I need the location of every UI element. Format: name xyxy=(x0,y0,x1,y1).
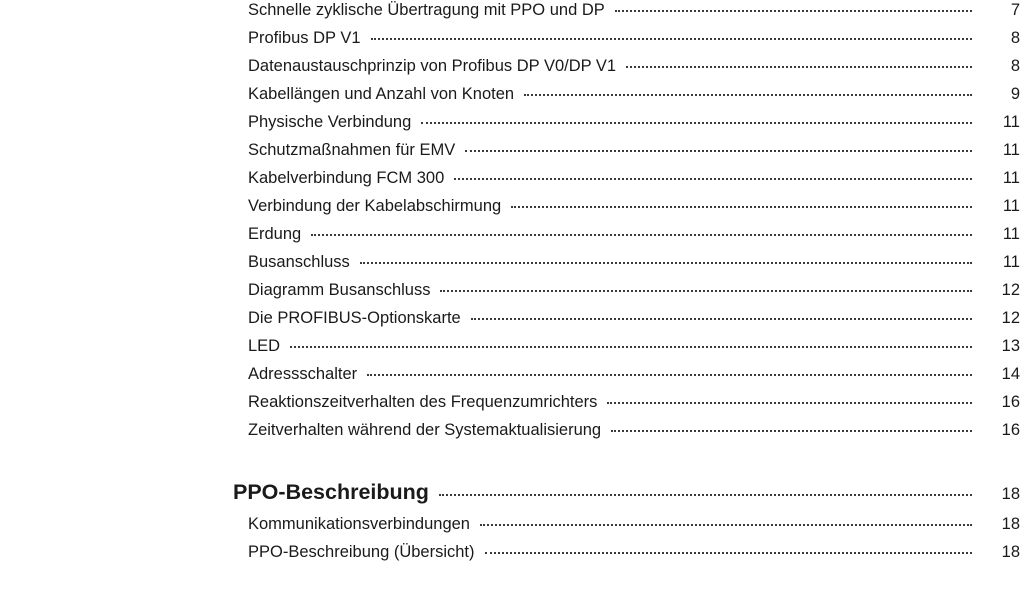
toc-entry xyxy=(248,309,1024,331)
toc-entry-title: Verbindung der Kabelabschirmung xyxy=(248,197,502,215)
toc-entry-title: Die PROFIBUS-Optionskarte xyxy=(248,309,461,327)
toc-section-title: PPO-Beschreibung xyxy=(233,480,429,504)
toc-entry-page: 18 xyxy=(1001,543,1020,561)
toc-entry-title: Schnelle zyklische Übertragung mit PPO und DP xyxy=(248,1,605,19)
toc-leader-dots xyxy=(524,94,972,96)
toc-entry xyxy=(248,393,1024,415)
toc-entry-page: 13 xyxy=(1001,337,1020,355)
toc-entry xyxy=(248,281,1024,303)
toc-entry-page: 14 xyxy=(1001,365,1020,383)
toc-entry-title: Physische Verbindung xyxy=(248,113,412,131)
toc-entry-title: Erdung xyxy=(248,225,302,243)
toc-entry xyxy=(248,225,1024,247)
toc-entry-title: Busanschluss xyxy=(248,253,350,271)
toc-leader-dots xyxy=(454,178,972,180)
toc-section-page: 18 xyxy=(1001,485,1020,503)
toc-entry xyxy=(248,365,1024,387)
toc-entry-page: 11 xyxy=(1002,253,1020,271)
toc-entry-title: Kabelverbindung FCM 300 xyxy=(248,169,445,187)
toc-entry xyxy=(248,141,1024,163)
toc-entry-page: 18 xyxy=(1001,515,1020,533)
toc-entry xyxy=(248,421,1024,443)
toc-entry xyxy=(248,169,1024,191)
toc-entry-title: Schutzmaßnahmen für EMV xyxy=(248,141,456,159)
toc-leader-dots xyxy=(371,38,972,40)
toc-leader-dots xyxy=(440,290,972,292)
toc-leader-dots xyxy=(607,402,972,404)
toc-leader-dots xyxy=(367,374,972,376)
toc-entry xyxy=(248,57,1024,79)
toc-entry xyxy=(248,1,1024,23)
toc-entry-page: 8 xyxy=(1010,29,1020,47)
toc-entry-page: 8 xyxy=(1010,57,1020,75)
toc-entry xyxy=(248,337,1024,359)
toc-entry-page: 11 xyxy=(1002,141,1020,159)
toc-entry-page: 16 xyxy=(1001,421,1020,439)
toc-leader-dots xyxy=(290,346,972,348)
toc-entry xyxy=(248,515,1024,537)
toc-entry xyxy=(248,113,1024,135)
toc-entry-title: Reaktionszeitverhalten des Frequenzumrichters xyxy=(248,393,598,411)
toc-entry-title: Adressschalter xyxy=(248,365,358,383)
toc-leader-dots xyxy=(485,552,972,554)
toc-leader-dots xyxy=(360,262,972,264)
toc-leader-dots xyxy=(465,150,972,152)
toc-leader-dots xyxy=(611,430,972,432)
toc-entry-title: Kommunikationsverbindungen xyxy=(248,515,470,533)
toc-entry-page: 11 xyxy=(1002,113,1020,131)
toc-entry xyxy=(248,253,1024,275)
toc-section-heading xyxy=(233,480,1024,510)
toc-leader-dots xyxy=(471,318,972,320)
toc-leader-dots xyxy=(439,494,972,496)
toc-entry-title: Zeitverhalten während der Systemaktualisierung xyxy=(248,421,602,439)
toc-leader-dots xyxy=(311,234,972,236)
toc-entry xyxy=(248,29,1024,51)
toc-entry xyxy=(248,197,1024,219)
toc-leader-dots xyxy=(511,206,972,208)
toc-entry-page: 7 xyxy=(1010,1,1020,19)
toc-leader-dots xyxy=(626,66,972,68)
toc-entry-title: Diagramm Busanschluss xyxy=(248,281,431,299)
toc-entry-page: 9 xyxy=(1010,85,1020,103)
toc-entry-page: 11 xyxy=(1002,225,1020,243)
toc-entry xyxy=(248,85,1024,107)
toc-leader-dots xyxy=(480,524,972,526)
toc-entry-title: PPO-Beschreibung (Übersicht) xyxy=(248,543,475,561)
toc-entry-title: Kabellängen und Anzahl von Knoten xyxy=(248,85,515,103)
toc-entry-title: Datenaustauschprinzip von Profibus DP V0/DP V1 xyxy=(248,57,617,75)
toc-entry xyxy=(248,543,1024,565)
toc-entry-page: 16 xyxy=(1001,393,1020,411)
toc-leader-dots xyxy=(421,122,972,124)
toc-entry-page: 11 xyxy=(1002,197,1020,215)
toc-entry-title: Profibus DP V1 xyxy=(248,29,361,47)
toc-leader-dots xyxy=(615,10,972,12)
toc-entry-page: 12 xyxy=(1001,309,1020,327)
toc-entry-page: 11 xyxy=(1002,169,1020,187)
toc-entry-page: 12 xyxy=(1001,281,1020,299)
toc-entry-title: LED xyxy=(248,337,281,355)
